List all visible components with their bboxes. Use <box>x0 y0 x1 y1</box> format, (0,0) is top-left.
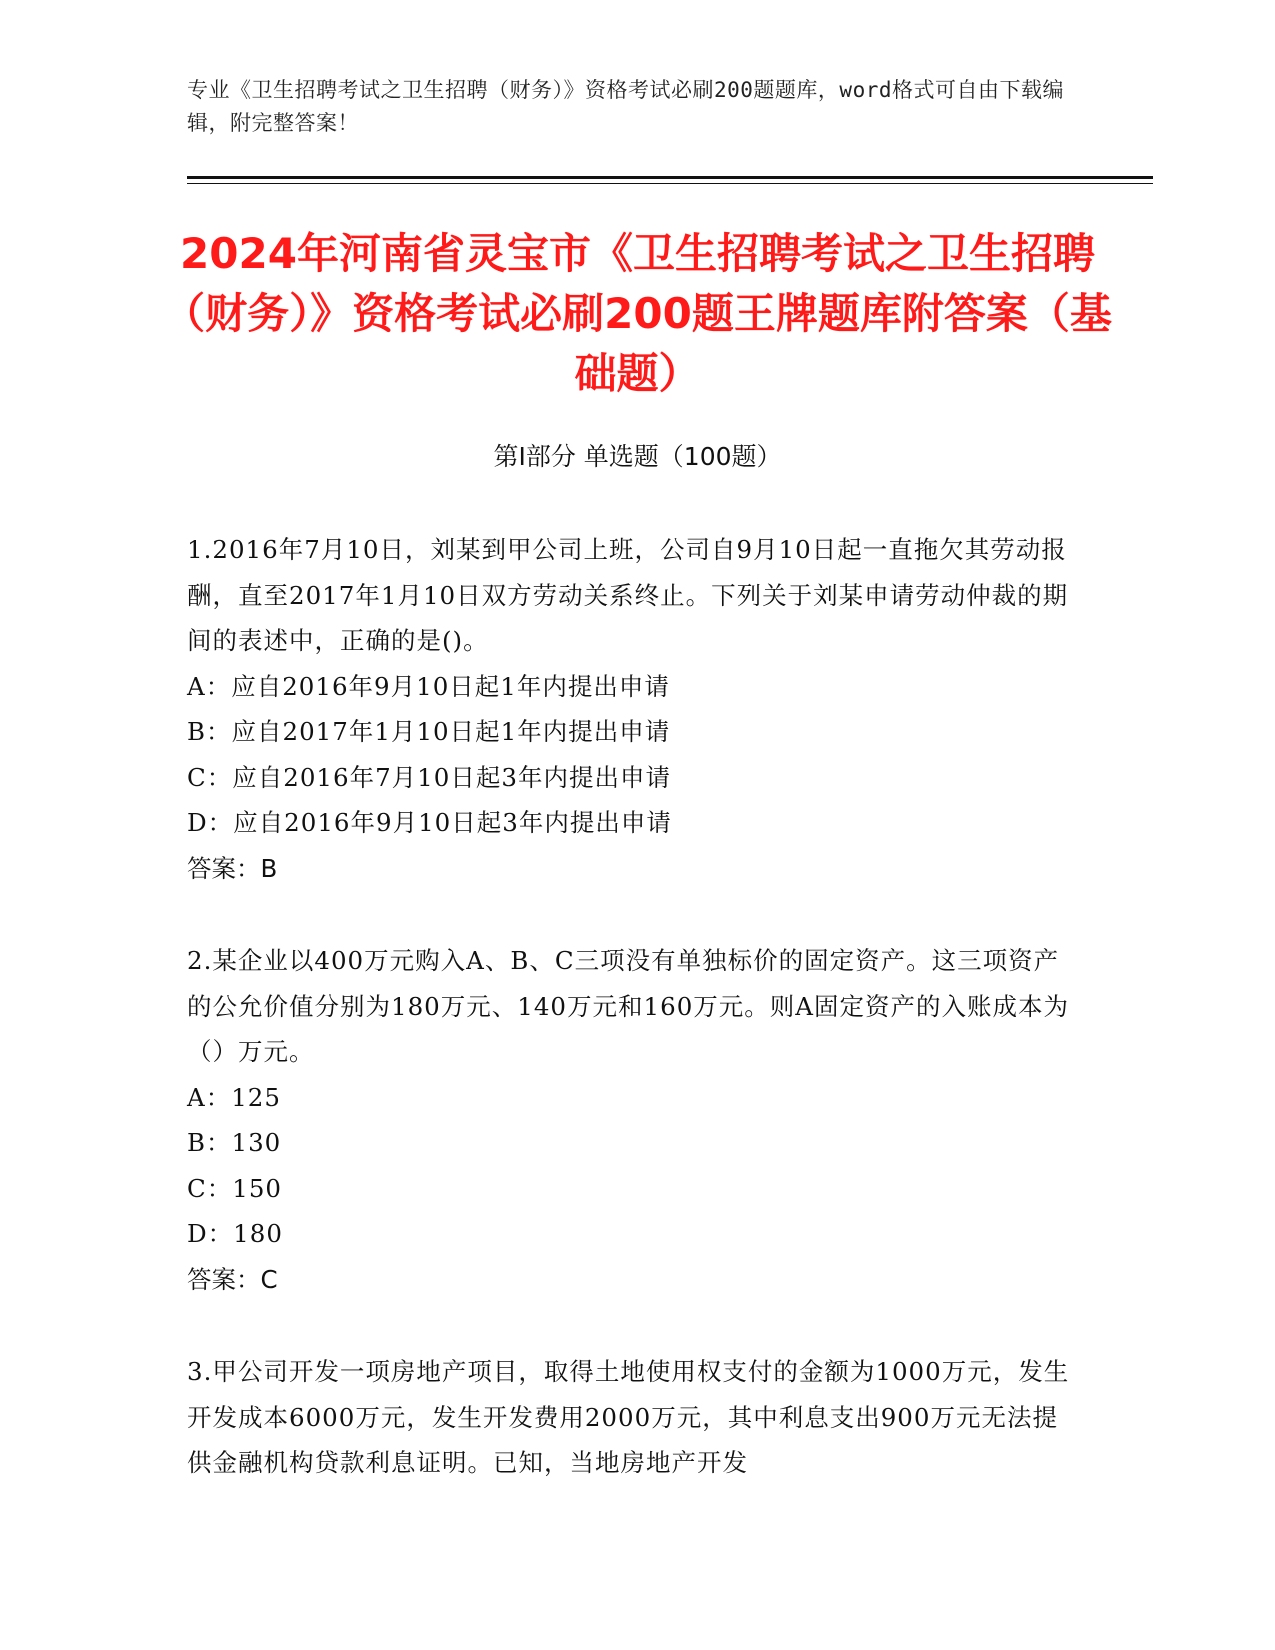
option-b: B：130 <box>187 1128 282 1157</box>
section-title: 第Ⅰ部分 单选题（100题） <box>493 442 782 471</box>
option-c: C：150 <box>187 1173 283 1203</box>
question-3 <box>187 1349 1077 1486</box>
document-title: 2024年河南省灵宝市《卫生招聘考试之卫生招聘（财务）》资格考试必刷200题王牌题库附答案（基础题） <box>163 229 1112 398</box>
header-note: 专业《卫生招聘考试之卫生招聘（财务）》资格考试必刷200题题库，word格式可自由下载编辑，附完整答案！ <box>187 78 1064 135</box>
question-stem: 3.甲公司开发一项房地产项目，取得土地使用权支付的金额为1000万元，发生开发成本6000万元，发生开发费用2000万元，其中利息支出900万元无法提供金融机构贷款利息证明。已知，当地房地产开发 <box>187 1357 1070 1477</box>
option-d: D：180 <box>187 1219 283 1248</box>
option-d: D：应自2016年9月10日起3年内提出申请 <box>187 808 672 837</box>
question-2 <box>187 938 1077 1302</box>
option-b: B：应自2017年1月10日起1年内提出申请 <box>187 717 671 746</box>
question-list <box>187 527 1077 1533</box>
answer-line: 答案：C <box>187 1264 278 1294</box>
header-divider-thin <box>187 183 1153 184</box>
question-stem: 1.2016年7月10日，刘某到甲公司上班，公司自9月10日起一直拖欠其劳动报酬，直至2017年1月10日双方劳动关系终止。下列关于刘某申请劳动仲裁的期间的表述中，正确的是()。 <box>187 535 1069 655</box>
option-a: A：应自2016年9月10日起1年内提出申请 <box>187 671 670 701</box>
question-1 <box>187 527 1077 891</box>
option-c: C：应自2016年7月10日起3年内提出申请 <box>187 762 671 792</box>
header-divider-thick <box>187 176 1153 179</box>
answer-line: 答案：B <box>187 853 278 883</box>
question-stem: 2.某企业以400万元购入A、B、C三项没有单独标价的固定资产。这三项资产的公允价值分别为180万元、140万元和160万元。则A固定资产的入账成本为（）万元。 <box>187 946 1069 1066</box>
option-a: A：125 <box>187 1082 281 1112</box>
